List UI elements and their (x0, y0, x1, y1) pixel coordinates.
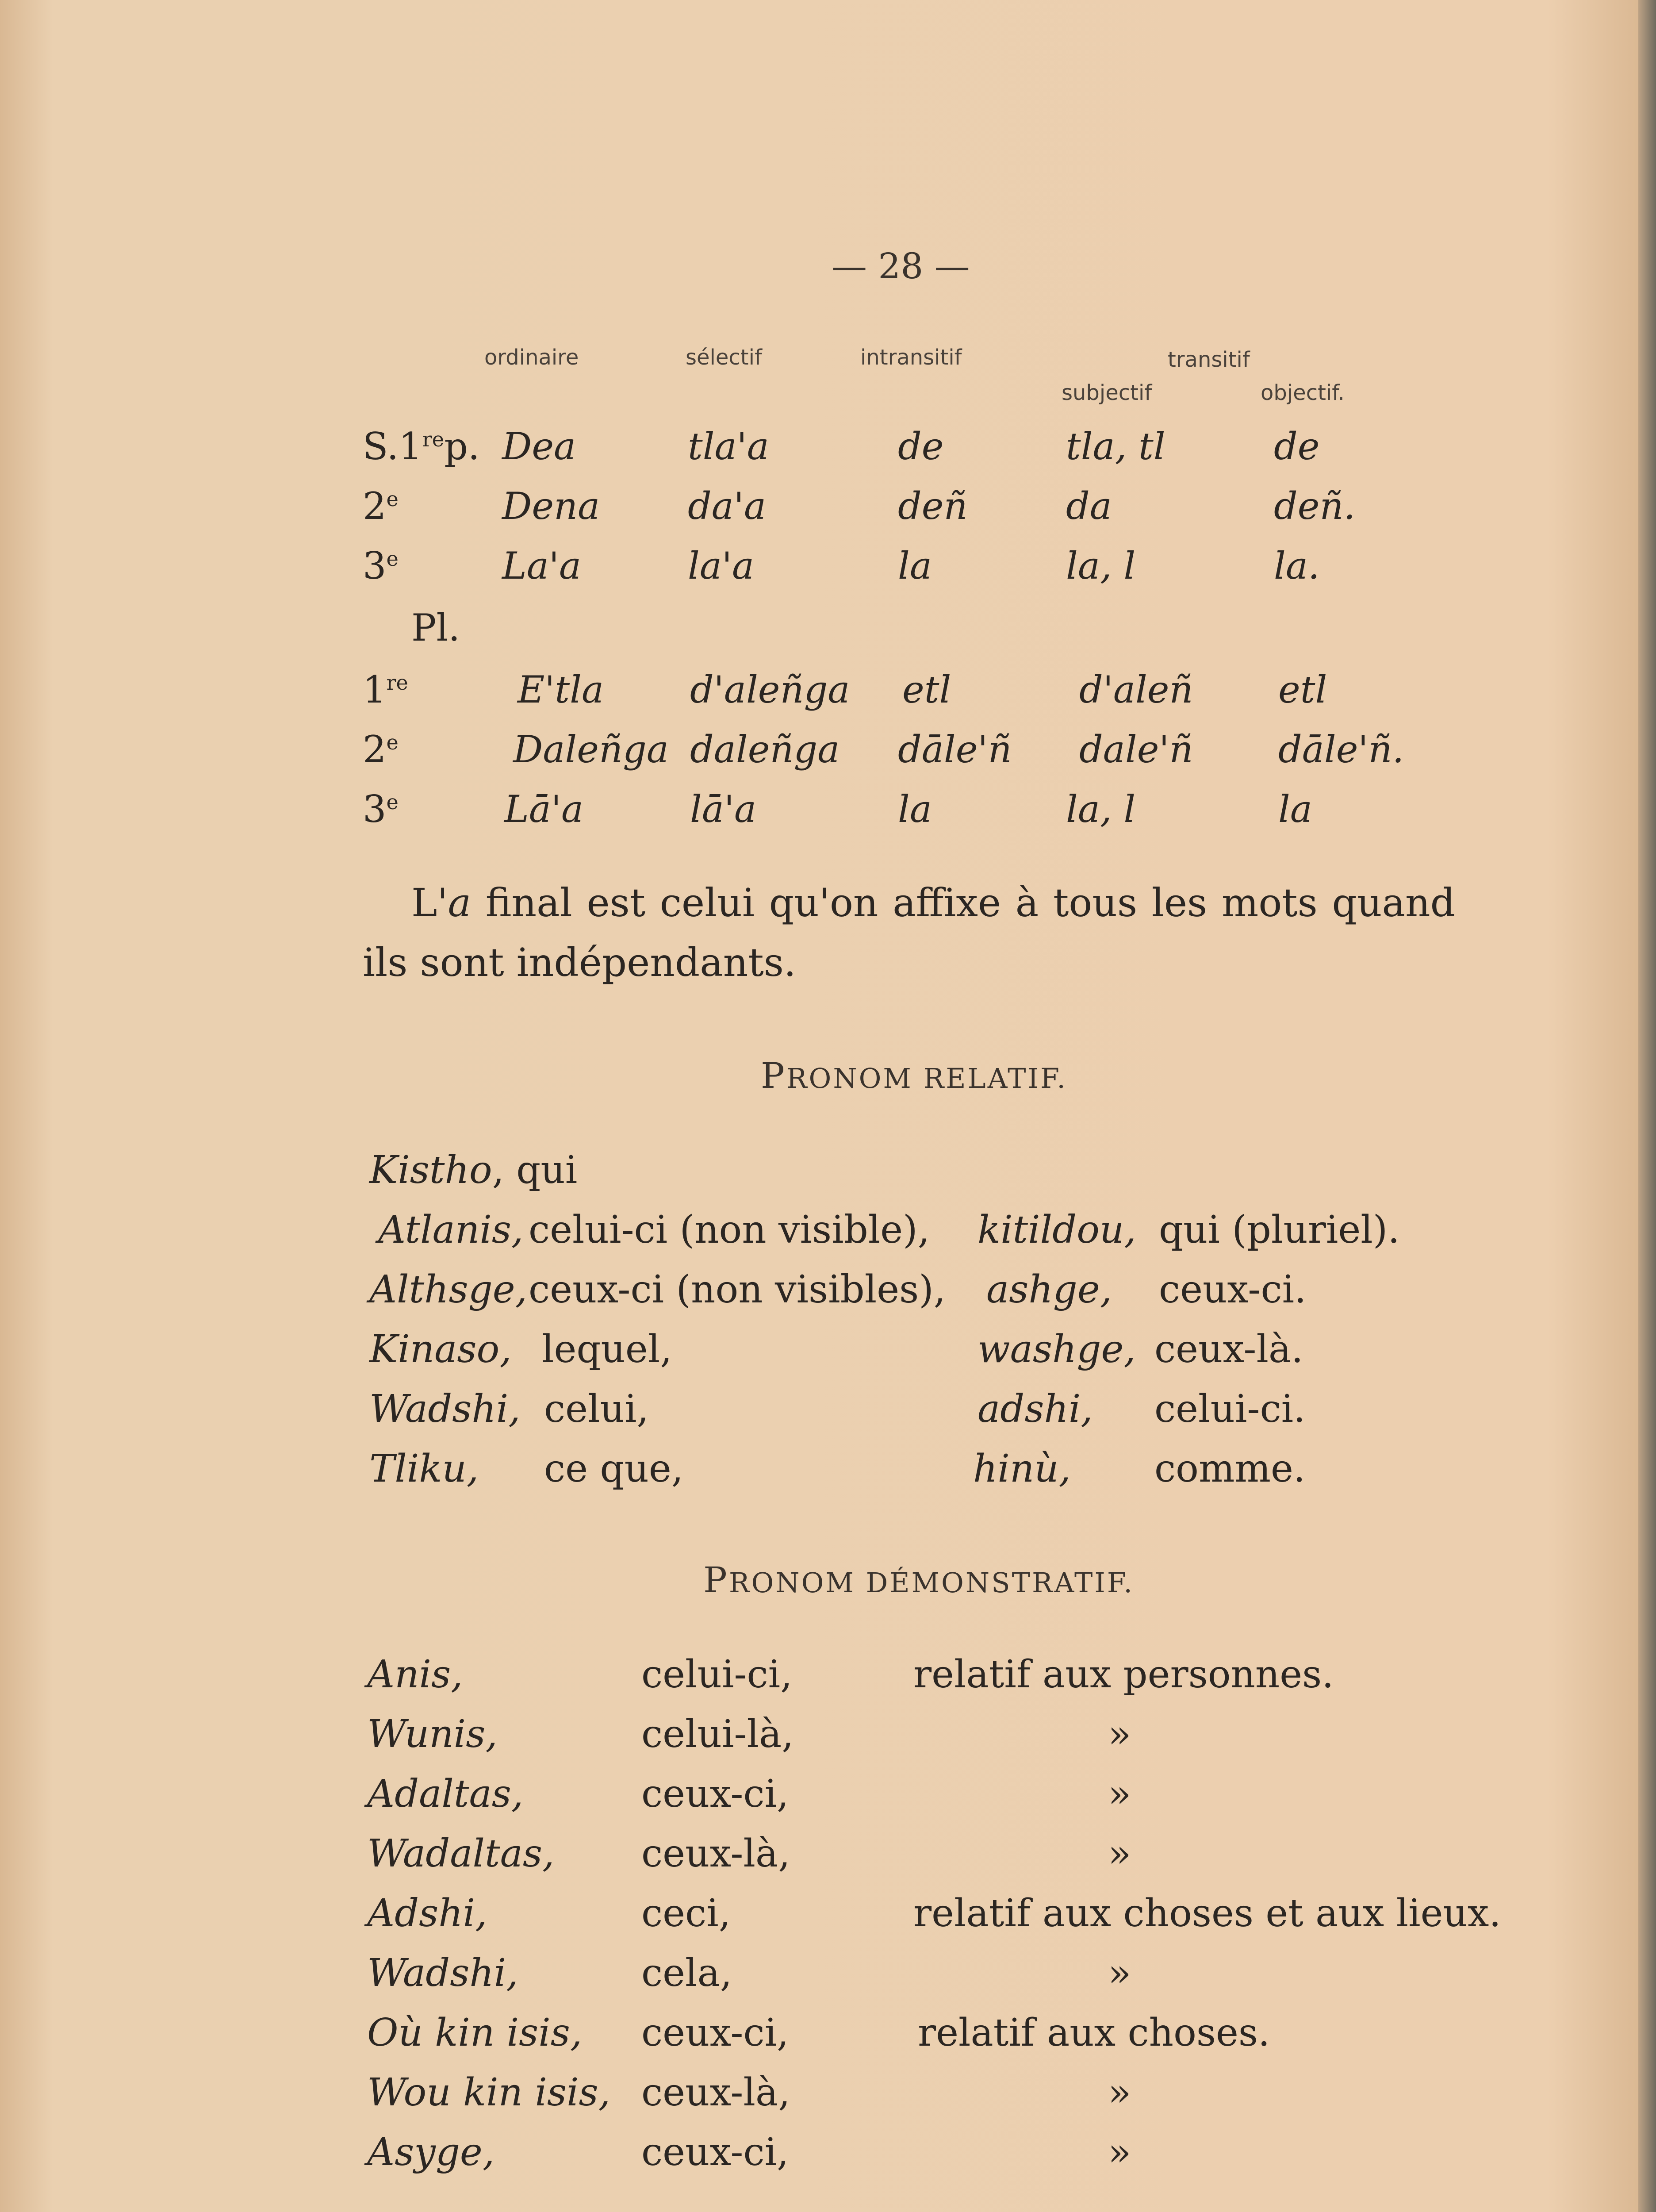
demo-gloss: cela, (641, 1951, 732, 1995)
demo-word: Wadaltas, (367, 1832, 555, 1876)
cell-ordinaire: Lā'a (504, 787, 584, 831)
person-number: 2 (363, 728, 387, 771)
relative-right-word: hinù, (973, 1447, 1071, 1491)
demo-note: » (1108, 2130, 1131, 2174)
heading-rest: RONOM DÉMONSTRATIF. (728, 1567, 1134, 1599)
plural-row-3-label (363, 787, 399, 831)
person-ordinal: e (386, 547, 399, 571)
header-intransitif: intransitif (860, 345, 962, 370)
entry-gloss: , qui (492, 1148, 578, 1192)
relative-first-entry (369, 1148, 577, 1192)
relative-left-gloss: ceux-ci (non visibles), (529, 1267, 946, 1312)
person-ordinal: re (422, 427, 445, 451)
cell-objectif: la. (1274, 544, 1320, 588)
cell-objectif: dāle'ñ. (1278, 728, 1404, 771)
header-selectif: sélectif (686, 345, 762, 370)
cell-objectif: deñ. (1274, 484, 1356, 528)
demo-note: » (1108, 1772, 1131, 1816)
cell-selectif: da'a (688, 484, 767, 528)
cell-intransitif: etl (902, 668, 951, 711)
cell-subjectif: tla, tl (1066, 425, 1165, 468)
demo-gloss: ceux-ci, (641, 2130, 789, 2174)
cell-subjectif: la, l (1066, 787, 1136, 831)
person-number: 3 (363, 787, 387, 831)
relative-left-word: Atlanis, (378, 1208, 524, 1252)
person-ordinal: e (386, 730, 399, 754)
demo-gloss: ceux-ci, (641, 1772, 789, 1816)
person-number: 1 (399, 425, 422, 468)
relative-left-word: Wadshi, (369, 1387, 521, 1431)
cell-intransitif: de (898, 425, 944, 468)
singular-label: S. (363, 425, 399, 468)
heading-initial: P (761, 1055, 786, 1096)
relative-right-gloss: ceux-là. (1154, 1327, 1303, 1371)
person-ordinal: re (386, 671, 408, 695)
singular-row-2-label (363, 484, 399, 528)
demo-gloss: celui-là, (641, 1712, 794, 1756)
demo-word: Adshi, (367, 1891, 487, 1936)
demo-note: » (1108, 1951, 1131, 1995)
person-number: 3 (363, 544, 387, 588)
cell-ordinaire: Dea (502, 425, 576, 468)
demo-word: Adaltas, (367, 1772, 524, 1816)
heading-rest: RONOM RELATIF. (786, 1062, 1068, 1094)
singular-row-1-label (363, 425, 480, 468)
demo-gloss: celui-ci, (641, 1652, 793, 1697)
relative-right-word: ashge, (986, 1267, 1112, 1312)
paragraph-rest: final est celui qu'on affixe à tous les mots quand (471, 880, 1455, 926)
relative-right-gloss: ceux-ci. (1159, 1267, 1307, 1312)
person-number: 1 (363, 668, 387, 711)
relative-right-gloss: comme. (1154, 1447, 1306, 1491)
relative-left-gloss: celui-ci (non visible), (529, 1208, 930, 1252)
header-transitif: transitif (1168, 347, 1250, 372)
header-subjectif: subjectif (1062, 380, 1152, 405)
cell-objectif: la (1278, 787, 1312, 831)
demo-gloss: ceux-ci, (641, 2011, 789, 2055)
cell-selectif: la'a (688, 544, 755, 588)
demo-note: relatif aux personnes. (913, 1652, 1334, 1697)
paragraph-line-1 (411, 874, 1455, 932)
demo-gloss: ceci, (641, 1891, 731, 1936)
cell-objectif: de (1274, 425, 1320, 468)
relative-right-word: washge, (978, 1327, 1136, 1371)
relative-right-word: kitildou, (978, 1208, 1136, 1252)
cell-ordinaire: Dena (502, 484, 600, 528)
person-ordinal: e (386, 790, 399, 814)
demo-note: » (1108, 1712, 1131, 1756)
singular-row-3-label (363, 544, 399, 588)
heading-initial: P (703, 1559, 729, 1601)
cell-selectif: tla'a (688, 425, 769, 468)
cell-intransitif: deñ (898, 484, 968, 528)
book-spine-edge (1638, 0, 1656, 2212)
plural-row-2-label (363, 728, 399, 771)
demo-note: » (1108, 2070, 1131, 2115)
person-ordinal: e (386, 487, 399, 511)
demo-word: Asyge, (367, 2130, 495, 2174)
demo-note: » (1108, 1832, 1131, 1876)
relative-right-word: adshi, (978, 1387, 1093, 1431)
person-suffix: p. (444, 425, 480, 468)
demo-word: Où kin isis, (367, 2011, 583, 2055)
cell-subjectif: da (1066, 484, 1112, 528)
paragraph-prefix: L' (411, 880, 448, 926)
demo-word: Wou kin isis, (367, 2070, 611, 2115)
demo-word: Wunis, (367, 1712, 498, 1756)
cell-subjectif: d'aleñ (1079, 668, 1193, 711)
demo-note: relatif aux choses. (918, 2011, 1270, 2055)
paragraph-line-2: ils sont indépendants. (363, 940, 796, 985)
relative-left-word: Kinaso, (369, 1327, 512, 1371)
relative-left-word: Althsge, (369, 1267, 527, 1312)
relative-pronoun-heading (761, 1055, 1067, 1096)
cell-ordinaire: La'a (502, 544, 582, 588)
demo-note: relatif aux choses et aux lieux. (913, 1891, 1501, 1936)
relative-left-word: Tliku, (369, 1447, 479, 1491)
demo-gloss: ceux-là, (641, 2070, 790, 2115)
cell-selectif: daleñga (690, 728, 840, 771)
relative-left-gloss: celui, (544, 1387, 649, 1431)
header-ordinaire: ordinaire (484, 345, 579, 370)
relative-right-gloss: celui-ci. (1154, 1387, 1306, 1431)
relative-left-gloss: lequel, (542, 1327, 672, 1371)
plural-label: Pl. (411, 606, 460, 649)
cell-intransitif: la (898, 787, 932, 831)
cell-intransitif: la (898, 544, 932, 588)
cell-subjectif: dale'ñ (1079, 728, 1193, 771)
cell-ordinaire: Daleñga (513, 728, 669, 771)
plural-row-1-label (363, 668, 408, 711)
cell-selectif: d'aleñga (690, 668, 850, 711)
entry-word: Kistho (369, 1148, 492, 1192)
demo-word: Wadshi, (367, 1951, 518, 1995)
demo-gloss: ceux-là, (641, 1832, 790, 1876)
demo-word: Anis, (367, 1652, 463, 1697)
cell-subjectif: la, l (1066, 544, 1136, 588)
cell-objectif: etl (1278, 668, 1327, 711)
page-number: — 28 — (832, 246, 970, 287)
cell-selectif: lā'a (690, 787, 757, 831)
paragraph-italic-letter: a (448, 880, 472, 926)
demonstrative-pronoun-heading (703, 1559, 1134, 1601)
person-number: 2 (363, 484, 387, 528)
relative-right-gloss: qui (pluriel). (1159, 1208, 1400, 1252)
header-objectif: objectif. (1261, 380, 1345, 405)
relative-left-gloss: ce que, (544, 1447, 684, 1491)
cell-intransitif: dāle'ñ (898, 728, 1012, 771)
cell-ordinaire: E'tla (518, 668, 604, 711)
